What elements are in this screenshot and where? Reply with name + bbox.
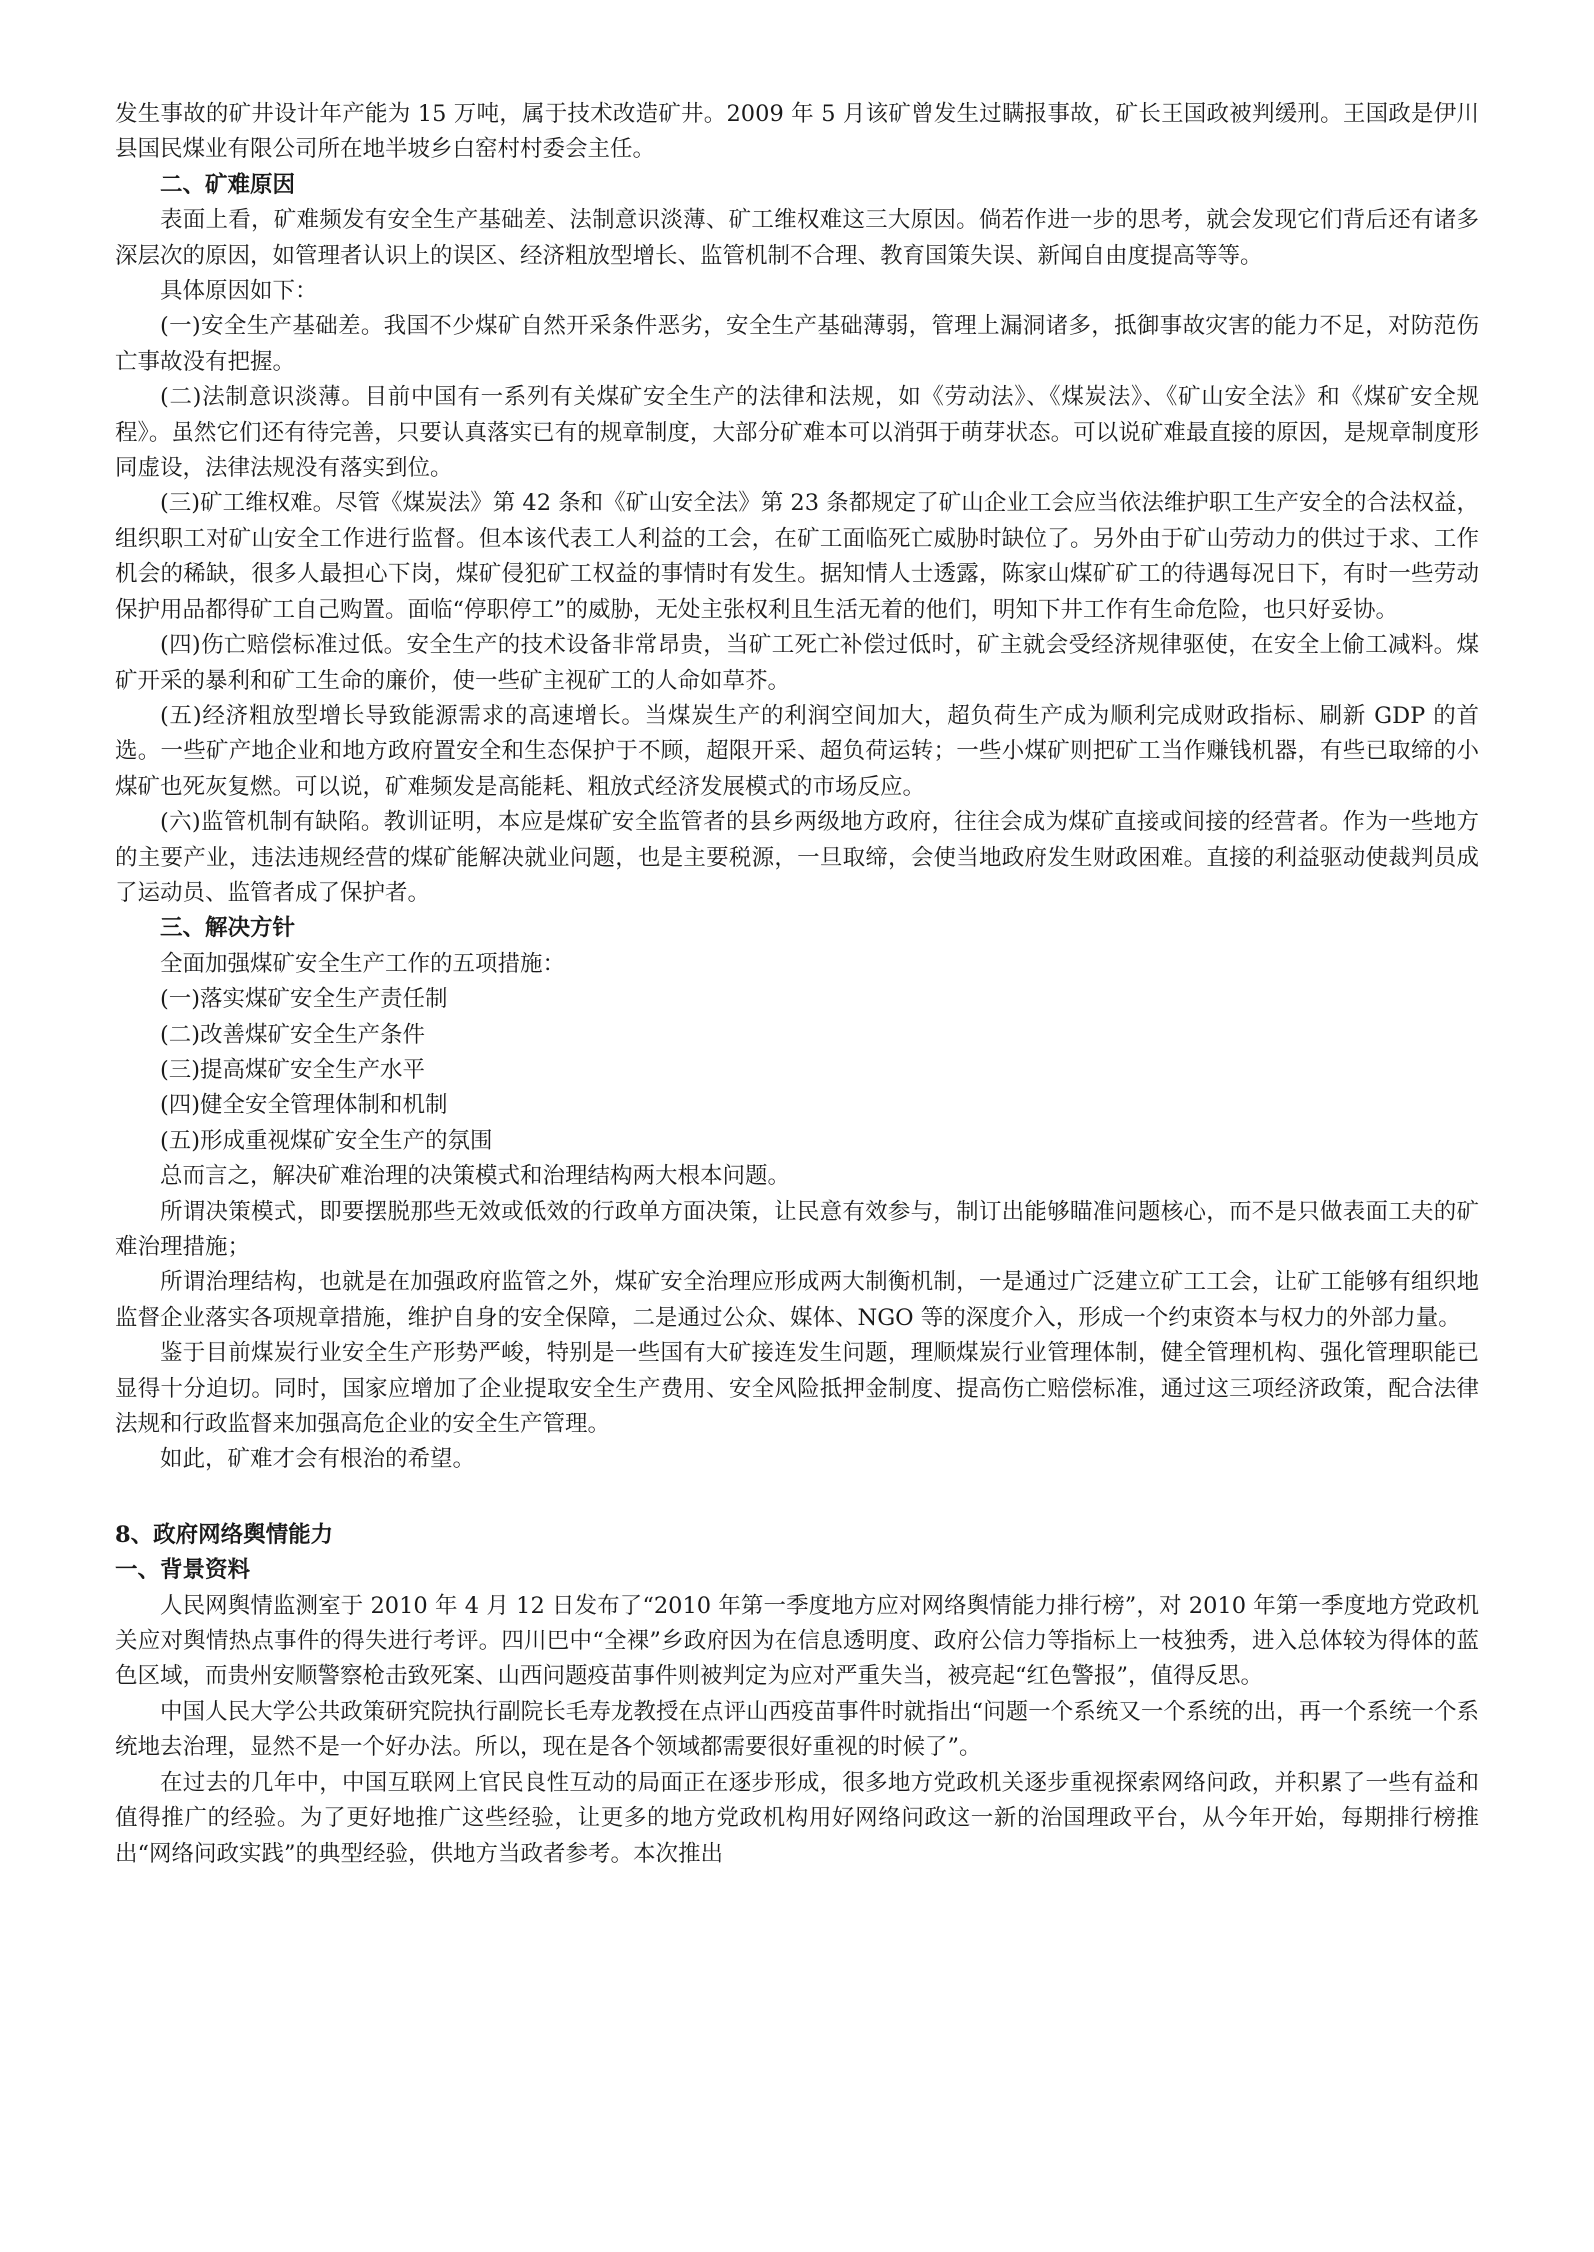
paragraph-summary: 总而言之，解决矿难治理的决策模式和治理结构两大根本问题。 [160,1163,791,1190]
section-heading-solutions: 三、解决方针 [160,915,296,942]
paragraph-industry-reform: 鉴于目前煤炭行业安全生产形势严峻，特别是一些国有大矿接连发生问题，理顺煤炭行业管理体制，健全管理机构、强化管理职能已显得十分迫切。同时，国家应增加了企业提取安全生产费用、安全风险抵押金制度、提高伤亡赔偿标准，通过这三项经济政策，配合法律法规和行政监督来加强高危企业的安全生产管理。 [115,1340,1479,1438]
paragraph-cause-2: (二)法制意识淡薄。目前中国有一系列有关煤矿安全生产的法律和法规，如《劳动法》、《煤炭法》、《矿山安全法》和《煤矿安全规程》。虽然它们还有待完善，只要认真落实已有的规章制度，大部分矿难本可以消弭于萌芽状态。可以说矿难最直接的原因，是规章制度形同虚设，法律法规没有落实到位。 [115,384,1479,482]
paragraph-expert-comment: 中国人民大学公共政策研究院执行副院长毛寿龙教授在点评山西疫苗事件时就指出“问题一个系统又一个系统的出，再一个系统一个系统地去治理，显然不是一个好办法。所以，现在是各个领域都需要很好重视的时候了”。 [115,1698,1479,1761]
paragraph-governance-structure: 所谓治理结构，也就是在加强政府监管之外，煤矿安全治理应形成两大制衡机制，一是通过广泛建立矿工工会，让矿工能够有组织地监督企业落实各项规章措施，维护自身的安全保障，二是通过公众、媒体、NGO 等的深度介入，形成一个约束资本与权力的外部力量。 [115,1269,1479,1331]
paragraph-ranking-report: 人民网舆情监测室于 2010 年 4 月 12 日发布了“2010 年第一季度地方应对网络舆情能力排行榜”，对 2010 年第一季度地方党政机关应对舆情热点事件的得失进行考评。四川巴中“全裸”乡政府因为在信息透明度、政府公信力等指标上一枝独秀，进入总体较为得体的蓝色区域，而贵州安顺警察枪击致死案、山西问题疫苗事件则被判定为应对严重失当，被亮起“红色警报”，值得反思。 [115,1592,1479,1690]
list-item-measure-5: (五)形成重视煤矿安全生产的氛围 [160,1127,493,1154]
list-item-measure-3: (三)提高煤矿安全生产水平 [160,1056,426,1083]
paragraph-causes-overview: 表面上看，矿难频发有安全生产基础差、法制意识淡薄、矿工维权难这三大原因。倘若作进一步的思考，就会发现它们背后还有诸多深层次的原因，如管理者认识上的误区、经济粗放型增长、监管机制不合理、教育国策失误、新闻自由度提高等等。 [115,207,1479,269]
paragraph-measures-intro: 全面加强煤矿安全生产工作的五项措施： [160,950,566,977]
chapter-heading-network-opinion: 8、政府网络舆情能力 [115,1521,334,1548]
list-item-measure-4: (四)健全安全管理体制和机制 [160,1092,448,1119]
section-heading-causes: 二、矿难原因 [160,171,296,198]
list-item-measure-2: (二)改善煤矿安全生产条件 [160,1021,426,1048]
paragraph-cause-1: (一)安全生产基础差。我国不少煤矿自然开采条件恶劣，安全生产基础薄弱，管理上漏洞诸多，抵御事故灾害的能力不足，对防范伤亡事故没有把握。 [115,313,1479,375]
paragraph-accident-background: 发生事故的矿井设计年产能为 15 万吨，属于技术改造矿井。2009 年 5 月该矿曾发生过瞒报事故，矿长王国政被判缓刑。王国政是伊川县国民煤业有限公司所在地半坡乡白窑村村委会主任。 [115,101,1479,163]
paragraph-cause-3: (三)矿工维权难。尽管《煤炭法》第 42 条和《矿山安全法》第 23 条都规定了矿山企业工会应当依法维护职工生产安全的合法权益，组织职工对矿山安全工作进行监督。但本该代表工人利益的工会，在矿工面临死亡威胁时缺位了。另外由于矿山劳动力的供过于求、工作机会的稀缺，很多人最担心下岗，煤矿侵犯矿工权益的事情时有发生。据知情人士透露，陈家山煤矿矿工的待遇每况日下，有时一些劳动保护用品都得矿工自己购置。面临“停职停工”的威胁，无处主张权利且生活无着的他们，明知下井工作有生命危险，也只好妥协。 [115,490,1479,623]
paragraph-cause-6: (六)监管机制有缺陷。教训证明，本应是煤矿安全监管者的县乡两级地方政府，往往会成为煤矿直接或间接的经营者。作为一些地方的主要产业，违法违规经营的煤矿能解决就业问题，也是主要税源，一旦取缔，会使当地政府发生财政困难。直接的利益驱动使裁判员成了运动员、监管者成了保护者。 [115,809,1479,906]
section-heading-background: 一、背景资料 [115,1557,251,1584]
list-item-measure-1: (一)落实煤矿安全生产责任制 [160,986,448,1013]
paragraph-online-governance: 在过去的几年中，中国互联网上官民良性互动的局面正在逐步形成，很多地方党政机关逐步重视探索网络问政，并积累了一些有益和值得推广的经验。为了更好地推广这些经验，让更多的地方党政机构用好网络问政这一新的治国理政平台，从今年开始，每期排行榜推出“网络问政实践”的典型经验，供地方当政者参考。本次推出 [115,1769,1479,1867]
paragraph-decision-model: 所谓决策模式，即要摆脱那些无效或低效的行政单方面决策，让民意有效参与，制订出能够瞄准问题核心，而不是只做表面工夫的矿难治理措施； [115,1198,1479,1260]
paragraph-cause-4: (四)伤亡赔偿标准过低。安全生产的技术设备非常昂贵，当矿工死亡补偿过低时，矿主就会受经济规律驱使，在安全上偷工减料。煤矿开采的暴利和矿工生命的廉价，使一些矿主视矿工的人命如草芥。 [115,632,1479,694]
paragraph-cause-5: (五)经济粗放型增长导致能源需求的高速增长。当煤炭生产的利润空间加大，超负荷生产成为顺利完成财政指标、刷新 GDP 的首选。一些矿产地企业和地方政府置安全和生态保护于不顾，超限开采、超负荷运转；一些小煤矿则把矿工当作赚钱机器，有些已取缔的小煤矿也死灰复燃。可以说，矿难频发是高能耗、粗放式经济发展模式的市场反应。 [115,702,1479,800]
paragraph-conclusion: 如此，矿难才会有根治的希望。 [160,1446,476,1473]
paragraph-causes-intro: 具体原因如下： [160,278,318,305]
